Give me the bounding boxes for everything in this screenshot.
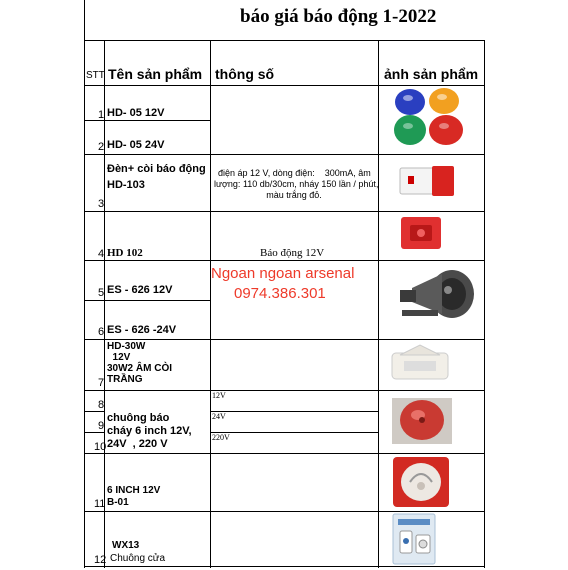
spec-text: màu trắng đỏ.	[266, 190, 322, 200]
grid-line	[104, 40, 105, 568]
product-name: 30W2 ÂM CÒI	[107, 363, 173, 374]
grid-line	[84, 40, 484, 41]
header-name: Tên sản phẩm	[108, 66, 203, 82]
product-name: HD-30W	[107, 341, 146, 352]
row-number: 9	[98, 420, 105, 432]
row-number: 1	[98, 109, 105, 121]
red-fire-bell-photo	[390, 396, 454, 446]
row-number: 12	[94, 554, 107, 566]
fire-bell-6inch-photo	[392, 456, 450, 508]
grid-line	[210, 40, 211, 568]
spec-text: 220V	[212, 433, 230, 442]
product-name: ES - 626 -24V	[107, 324, 177, 336]
product-name: 12V	[107, 352, 131, 363]
spec-text: Báo động 12V	[260, 247, 325, 259]
product-name: ES - 626 12V	[107, 284, 173, 296]
header-stt: STT	[86, 70, 105, 81]
row-number: 2	[98, 141, 105, 153]
row-number: 8	[98, 399, 105, 411]
grid-line	[84, 453, 484, 454]
row-number: 10	[94, 441, 107, 453]
red-alarm-box-photo	[400, 216, 442, 250]
grid-line	[84, 0, 85, 568]
grid-line	[84, 260, 484, 261]
product-name: HD 102	[107, 247, 143, 259]
watermark-name: Ngoan ngoan arsenal	[211, 265, 355, 282]
grid-line	[378, 40, 379, 568]
horn-speaker-photo	[392, 266, 478, 334]
spec-text: điện áp 12 V, dòng điện: 300mA, âm	[218, 168, 371, 178]
spec-text: 12V	[212, 391, 226, 400]
row-number: 6	[98, 326, 105, 338]
grid-line	[84, 339, 484, 340]
product-name: Đèn+ còi báo động	[107, 163, 206, 175]
product-name: WX13	[112, 540, 140, 551]
doorbell-package-photo	[392, 513, 436, 565]
grid-line	[484, 40, 485, 568]
product-name: HD-103	[107, 179, 145, 191]
white-siren-photo	[390, 343, 450, 387]
row-number: 7	[98, 377, 105, 389]
grid-line	[84, 566, 484, 567]
grid-line	[84, 211, 484, 212]
product-name: TRẦNG	[107, 374, 143, 385]
spec-text: 24V	[212, 412, 226, 421]
product-name: cháy 6 inch 12V,	[107, 425, 192, 437]
grid-line	[84, 154, 484, 155]
product-name: HD- 05 12V	[107, 107, 165, 119]
row-number: 3	[98, 198, 105, 210]
grid-line	[84, 390, 484, 391]
grid-line	[210, 411, 378, 412]
header-spec: thông số	[215, 66, 275, 82]
product-name: chuông báo	[107, 412, 170, 424]
product-name: Chuông cửa	[110, 553, 166, 564]
product-name: HD- 05 24V	[107, 139, 165, 151]
product-name: 6 INCH 12V	[107, 485, 161, 496]
row-number: 11	[94, 498, 106, 510]
red-white-siren-photo	[398, 164, 458, 198]
row-number: 4	[98, 248, 105, 260]
watermark-phone: 0974.386.301	[234, 285, 326, 302]
product-name: 24V , 220 V	[107, 438, 168, 450]
grid-line	[210, 432, 378, 433]
grid-line	[84, 511, 484, 512]
row-number: 5	[98, 287, 105, 299]
grid-line	[84, 300, 210, 301]
header-image: ảnh sản phẩm	[384, 66, 479, 82]
spec-text: lượng: 110 db/30cm, nháy 150 lần / phút,	[214, 179, 379, 189]
colored-beacon-lights-photo	[388, 86, 468, 152]
document-title: báo giá báo động 1-2022	[240, 6, 437, 27]
product-name: B-01	[107, 497, 129, 508]
